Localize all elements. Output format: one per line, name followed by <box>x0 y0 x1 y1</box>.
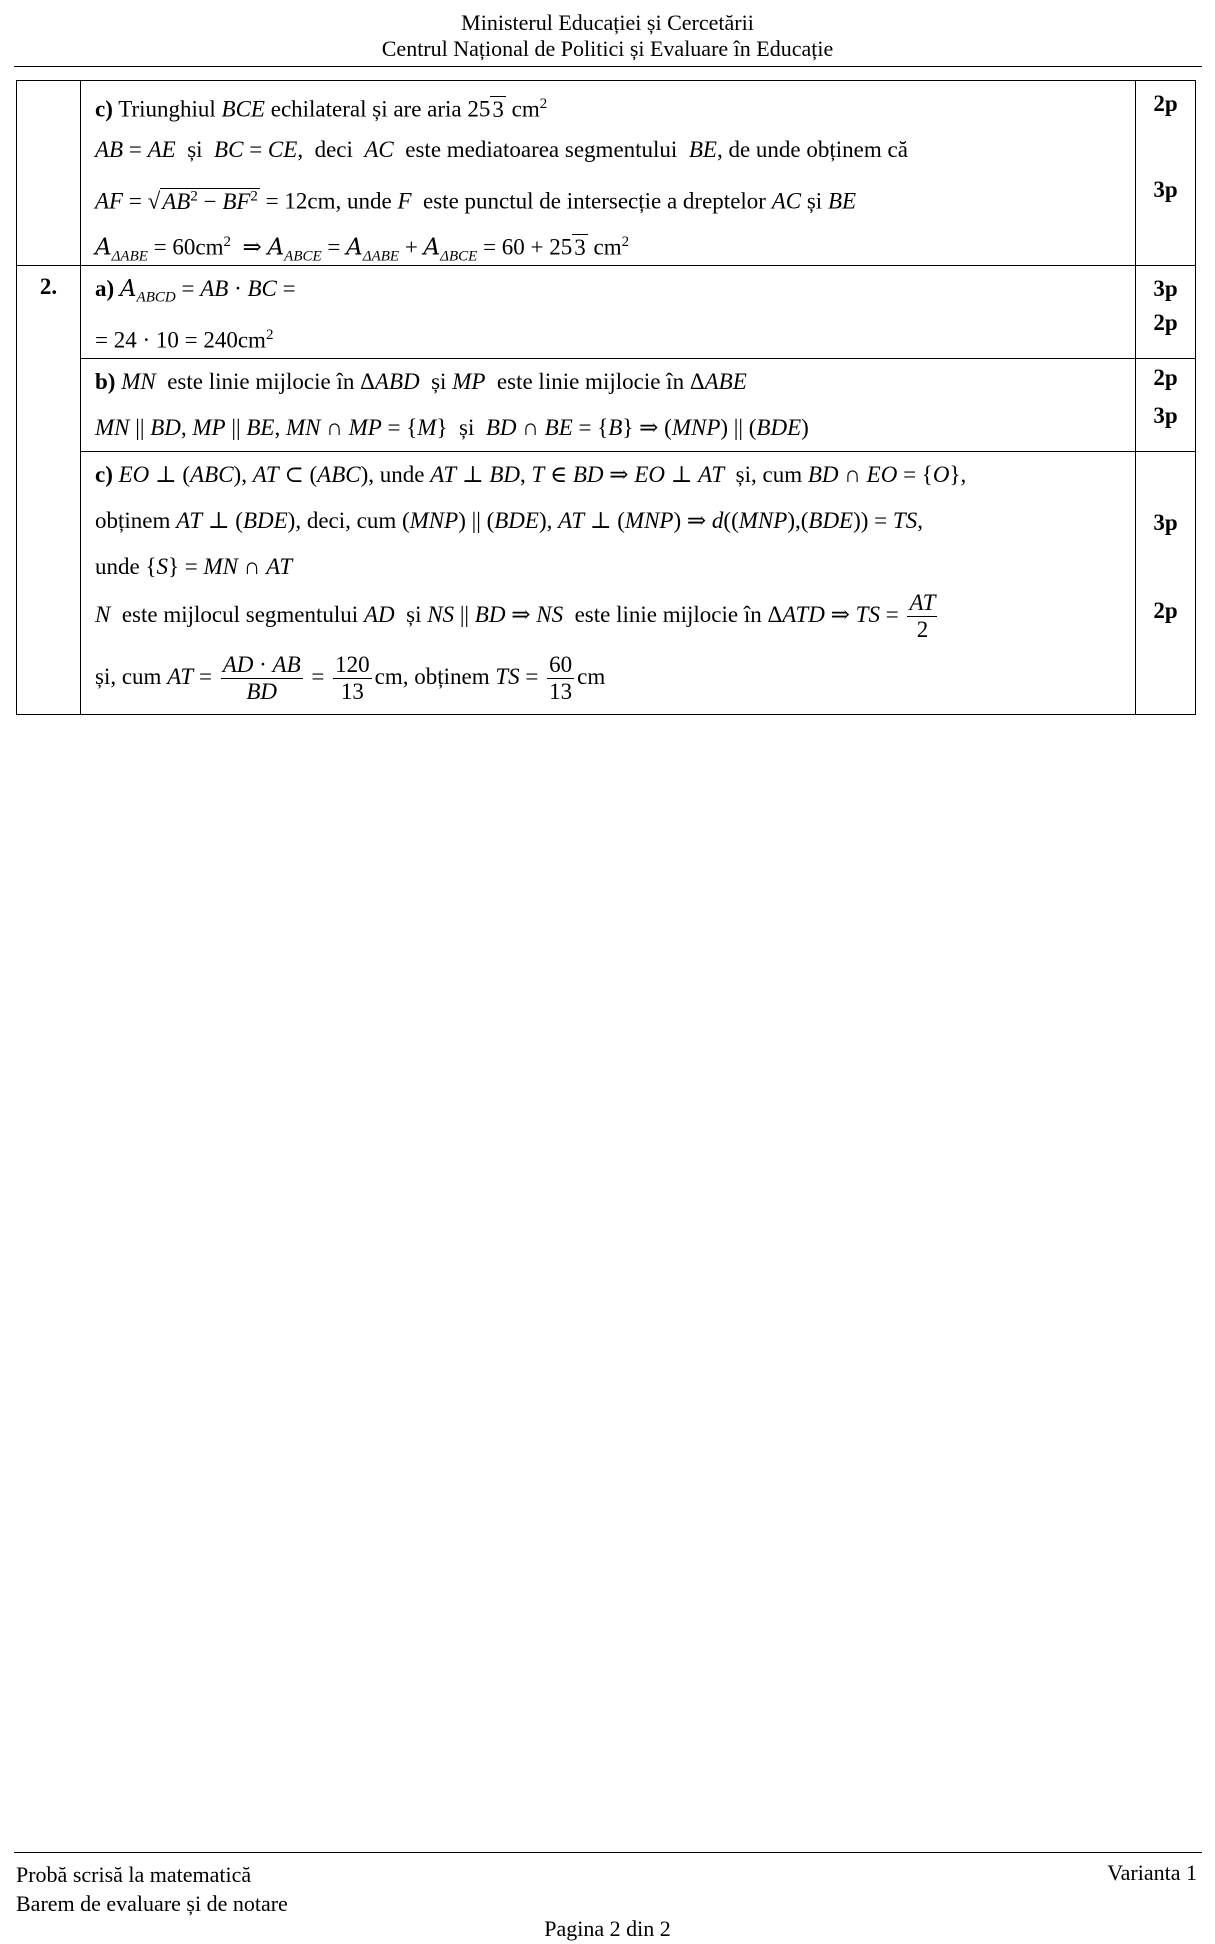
solution-cell <box>81 81 1136 266</box>
points-label: 3p <box>1153 510 1178 535</box>
header-divider <box>14 66 1202 67</box>
points-cell <box>1136 81 1196 266</box>
points-label: 2p <box>1153 598 1178 623</box>
solution-line: $A_{\Delta ABE} = 60cm^2$ ⇒ $A_{ABCE} = A_{\Delta ABE} + A_{\Delta BCE} = 60 + 253$ $cm^2$ <box>95 234 630 265</box>
footer-left <box>16 1860 288 1918</box>
subpoint-label: a) <box>95 276 115 301</box>
footer-page-number: Pagina 2 din 2 <box>544 1916 671 1941</box>
table-row <box>17 266 1196 359</box>
points-label: 2p <box>1153 91 1178 116</box>
grading-table <box>16 80 1196 715</box>
table-row <box>17 452 1196 715</box>
footer-divider <box>14 1852 1202 1853</box>
solution-line: MN || BD, MP || BE, MN ∩ MP = {M} și BD ∩ BE = {B} ⇒ (MNP) || (BDE) <box>95 415 809 440</box>
points-label: 3p <box>1153 276 1178 301</box>
subpoint-label: c) <box>95 462 113 487</box>
points-label: 3p <box>1153 403 1178 428</box>
solution-cell <box>81 359 1136 452</box>
solution-line: c) EO ⊥ (ABC), AT ⊂ (ABC), unde AT ⊥ BD, T ∈ BD ⇒ EO ⊥ AT și, cum BD ∩ EO = {O}, <box>95 462 967 487</box>
points-cell <box>1136 266 1196 359</box>
points-label: 2p <box>1153 310 1178 335</box>
solution-line: AF = $√AB^2 - BF^2 = 12cm$, unde F este punctul de intersecție a dreptelor AC și BE <box>95 188 857 214</box>
solution-line: = $24 \cdot 10 = 240cm^2$ <box>95 327 274 353</box>
solution-cell <box>81 452 1136 715</box>
solution-line: a) $A_{ABCD}$ = AB · BC = <box>95 276 296 306</box>
solution-line: AB = AE și BC = CE, deci AC este mediatoarea segmentului BE, de unde obținem că <box>95 137 908 162</box>
solution-cell <box>81 266 1136 359</box>
solution-line: c) Triunghiul BCE echilateral și are aria 253 $cm^2$ <box>95 96 548 122</box>
problem-number-cell <box>17 81 81 266</box>
subpoint-label: c) <box>95 96 113 122</box>
table-row <box>17 81 1196 266</box>
footer-barem-title: Barem de evaluare și de notare <box>16 1891 288 1916</box>
solution-line: obținem AT ⊥ (BDE), deci, cum (MNP) || (BDE), AT ⊥ (MNP) ⇒ d((MNP),(BDE)) = TS, <box>95 508 923 533</box>
points-cell <box>1136 452 1196 715</box>
solution-line: și, cum AT = $\frac{AD \cdot AB}{BD}$ = $\frac{120}{13}$ cm, obținem TS = $\frac{60}{13}$ cm <box>95 652 606 704</box>
page-header <box>0 10 1215 62</box>
points-label: 2p <box>1153 365 1178 390</box>
header-ministry: Ministerul Educației și Cercetării <box>461 10 754 35</box>
header-center: Centrul Național de Politici și Evaluare în Educație <box>381 36 834 61</box>
subpoint-label: b) <box>95 369 116 394</box>
problem-number-cell: 2. <box>17 266 81 715</box>
points-cell <box>1136 359 1196 452</box>
footer-variant: Varianta 1 <box>1107 1860 1197 1885</box>
table-row <box>17 359 1196 452</box>
footer-exam-title: Probă scrisă la matematică <box>16 1862 252 1887</box>
solution-line: unde {S} = MN ∩ AT <box>95 554 293 579</box>
solution-line: N este mijlocul segmentului AD și NS || BD ⇒ NS este linie mijlocie în ΔATD ⇒ TS = $\frac{AT}{2}$ <box>95 590 936 642</box>
points-label: 3p <box>1153 177 1178 202</box>
solution-line: b) MN este linie mijlocie în ΔABD și MP este linie mijlocie în ΔABE <box>95 369 747 394</box>
